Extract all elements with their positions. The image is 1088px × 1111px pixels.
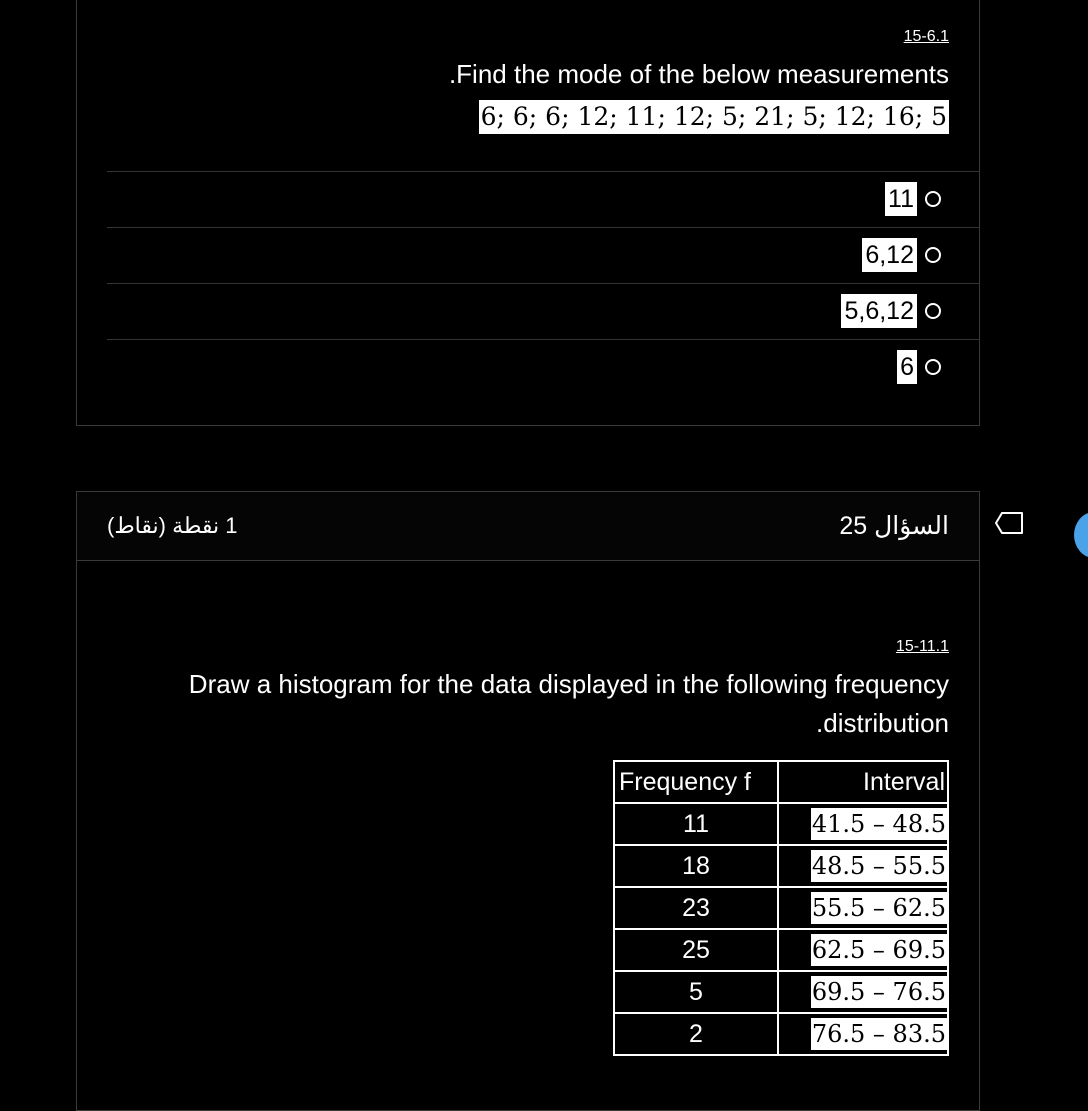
column-header-interval: Interval (778, 761, 948, 803)
option-divider (107, 283, 979, 284)
option-2[interactable] (862, 238, 941, 272)
table-row (614, 971, 948, 1013)
frequency-cell: 5 (614, 971, 778, 1013)
option-divider (107, 339, 979, 340)
interval-value: 62.5 – 69.5 (811, 936, 946, 964)
question-id-link[interactable]: 15-11.1 (895, 638, 949, 655)
interval-value: 69.5 – 76.5 (811, 978, 946, 1006)
option-1[interactable] (885, 182, 941, 216)
table-row (614, 803, 948, 845)
question-header (77, 492, 979, 561)
interval-value: 55.5 – 62.5 (811, 894, 946, 922)
option-label: 6,12 (862, 238, 917, 272)
interval-cell (778, 971, 948, 1013)
table-row (614, 887, 948, 929)
question-id-link[interactable]: 15-6.1 (903, 28, 949, 45)
interval-value: 48.5 – 55.5 (811, 852, 946, 880)
question-number: السؤال 25 (839, 512, 949, 540)
interval-cell (778, 845, 948, 887)
interval-cell (778, 887, 948, 929)
option-divider (107, 227, 979, 228)
flag-question-icon[interactable] (994, 511, 1024, 535)
column-header-frequency: Frequency f (614, 761, 778, 803)
frequency-cell: 2 (614, 1013, 778, 1055)
interval-value: 76.5 – 83.5 (811, 1020, 946, 1048)
radio-button[interactable] (925, 303, 941, 319)
frequency-cell: 23 (614, 887, 778, 929)
measurements-list: 6; 6; 6; 12; 11; 12; 5; 21; 5; 12; 16; 5 (479, 100, 949, 134)
frequency-cell: 18 (614, 845, 778, 887)
radio-button[interactable] (925, 247, 941, 263)
frequency-table (613, 760, 949, 1056)
interval-cell (778, 803, 948, 845)
question-text-line-2: .distribution (816, 708, 949, 738)
table-row (614, 929, 948, 971)
frequency-cell: 11 (614, 803, 778, 845)
table-row (614, 845, 948, 887)
option-label: 6 (897, 350, 917, 384)
question-points: 1 نقطة (نقاط) (107, 513, 238, 538)
question-text: .Find the mode of the below measurements (448, 59, 949, 89)
option-label: 5,6,12 (841, 294, 917, 328)
interval-cell (778, 1013, 948, 1055)
question-25-card (76, 491, 980, 1111)
radio-button[interactable] (925, 191, 941, 207)
progress-indicator[interactable] (1074, 512, 1088, 558)
frequency-cell: 25 (614, 929, 778, 971)
interval-cell (778, 929, 948, 971)
option-divider (107, 171, 979, 172)
question-24-card (76, 0, 980, 426)
interval-value: 41.5 – 48.5 (811, 810, 946, 838)
question-text-line-1: Draw a histogram for the data displayed in the following frequency (188, 669, 949, 699)
option-3[interactable] (841, 294, 941, 328)
option-label: 11 (885, 182, 917, 216)
radio-button[interactable] (925, 359, 941, 375)
option-4[interactable] (897, 350, 941, 384)
table-row (614, 1013, 948, 1055)
